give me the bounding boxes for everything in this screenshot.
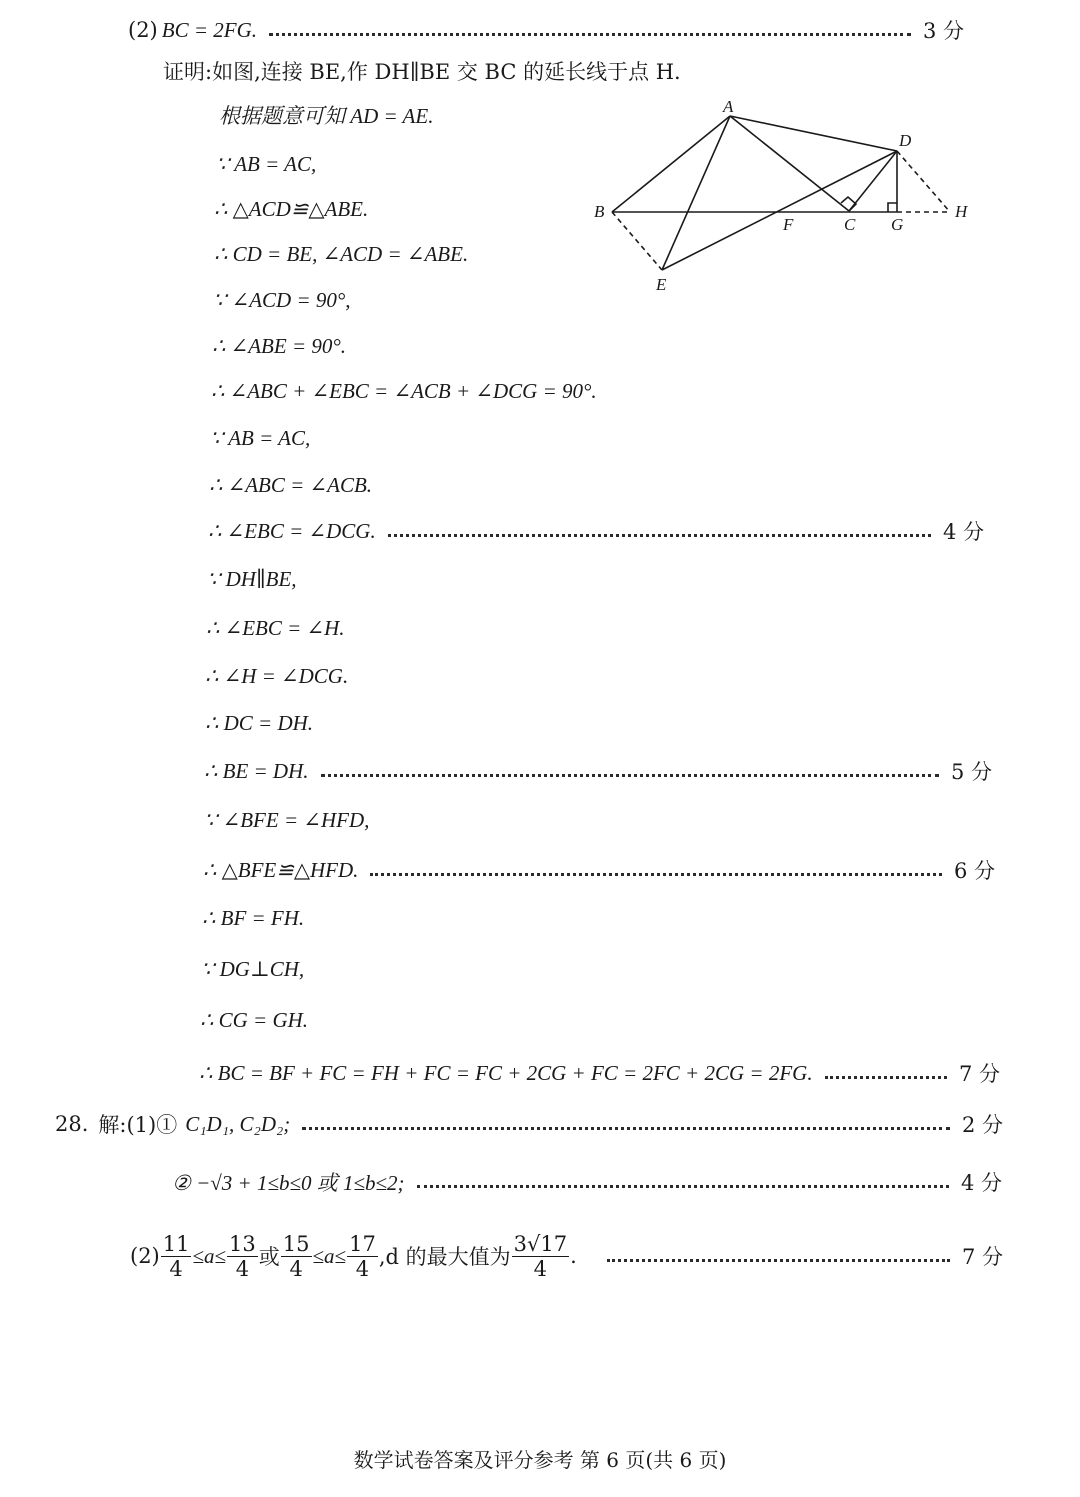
dot-leader [269,33,911,36]
part2-claim: BC = 2FG. [161,17,257,42]
segment-CD [849,151,897,211]
score-3: 3 分 [922,19,964,43]
score-4: 4 分 [942,520,984,544]
proof-line-18: ∴ BF = FH. [202,906,305,930]
or-text: 或 [258,1245,280,1269]
le-a-le-2: ≤a≤ [312,1243,347,1268]
dot-leader [825,1076,947,1079]
proof-line-2: ∵ AB = AC, [216,152,317,176]
score-7: 7 分 [958,1062,1000,1086]
proof-line-7: ∴ ∠ABC + ∠EBC = ∠ACB + ∠DCG = 90°. [211,379,597,403]
max-value-text: ,d 的最大值为 [378,1245,511,1269]
fraction-17-4: $\frac{17}{4}$ [349,1231,376,1281]
proof-line-13: ∴ ∠H = ∠DCG. [205,664,349,688]
q28-score-2: 2 分 [961,1113,1003,1137]
proof-line-17-row [203,856,995,884]
proof-line-4: ∴ CD = BE, ∠ACD = ∠ABE. [214,242,469,266]
q28-score-4: 4 分 [960,1171,1002,1195]
proof-line-12: ∴ ∠EBC = ∠H. [206,616,345,640]
q28-score-7: 7 分 [961,1245,1003,1269]
segment-EB [612,212,662,270]
le-a-le-1: ≤a≤ [192,1243,227,1268]
proof-line-17: ∴ △BFE≌△HFD. [203,857,359,882]
label-B: B [594,202,605,221]
q28-answer-1: C₁D₁, C₂D₂; [185,1111,291,1136]
dot-leader [417,1185,949,1188]
proof-line-10: ∴ ∠EBC = ∠DCG. [208,518,376,543]
q28-solve-label: 解:(1)① [98,1113,178,1137]
part2-label: (2) [128,18,158,42]
label-D: D [899,131,912,150]
proof-line-15-row [204,757,992,785]
proof-line-3: ∴ △ACD≌△ABE. [214,197,369,221]
q28-line-2-row [172,1168,1002,1196]
dot-leader [607,1259,950,1262]
part2-header-row [128,16,964,44]
proof-line-9: ∴ ∠ABC = ∠ACB. [209,473,373,497]
dot-leader [370,873,942,876]
fraction-11-4: $\frac{11}{4}$ [162,1231,190,1281]
fraction-3sqrt17-4: $\frac{3√17}{4}$ [513,1231,568,1281]
proof-line-5: ∵ ∠ACD = 90°, [213,288,351,312]
segment-AC [730,116,849,211]
proof-line-6: ∴ ∠ABE = 90°. [212,334,347,358]
label-H: H [955,202,968,221]
proof-line-10-row [208,517,984,545]
geometry-figure [585,100,985,300]
proof-line-21: ∴ BC = BF + FC = FH + FC = FC + 2CG + FC = 2FC + 2CG = 2FG. [199,1060,813,1085]
label-G: G [891,215,904,234]
proof-line-16: ∵ ∠BFE = ∠HFD, [204,808,370,832]
q28-line-1-row [55,1110,1003,1138]
proof-line-14: ∴ DC = DH. [205,711,314,735]
label-F: F [783,215,794,234]
q28-number: 28. [55,1112,89,1136]
segment-AE [662,116,730,270]
proof-line-19: ∵ DG⊥CH, [201,957,305,981]
right-angle-G [888,203,897,212]
label-C: C [844,215,856,234]
proof-line-20: ∴ CG = GH. [200,1008,309,1032]
segment-ED [662,151,897,270]
proof-line-1: 根据题意可知 AD = AE. [219,104,434,128]
label-E: E [656,275,667,294]
q28-part2-row [130,1228,1003,1284]
q28-answer-2: ② −√3 + 1≤b≤0 或 1≤b≤2; [172,1171,405,1195]
score-5: 5 分 [950,760,992,784]
label-A: A [723,100,734,116]
segment-AD [730,116,897,151]
page-footer: 数学试卷答案及评分参考 第 6 页(共 6 页) [353,1448,727,1472]
segment-DH [897,151,950,212]
proof-line-21-row [199,1059,1000,1087]
proof-line-15: ∴ BE = DH. [204,758,309,783]
q28-part2-label: (2) [130,1244,160,1268]
dot-leader [302,1127,950,1130]
dot-leader [388,534,931,537]
proof-line-11: ∵ DH∥BE, [207,567,297,591]
period: . [570,1244,577,1268]
score-6: 6 分 [953,859,995,883]
fraction-13-4: $\frac{13}{4}$ [229,1231,256,1281]
segment-AB [612,116,730,212]
proof-intro: 证明:如图,连接 BE,作 DH∥BE 交 BC 的延长线于点 H. [163,60,681,84]
dot-leader [321,774,939,777]
fraction-15-4: $\frac{15}{4}$ [282,1231,310,1281]
proof-line-8: ∵ AB = AC, [210,426,311,450]
